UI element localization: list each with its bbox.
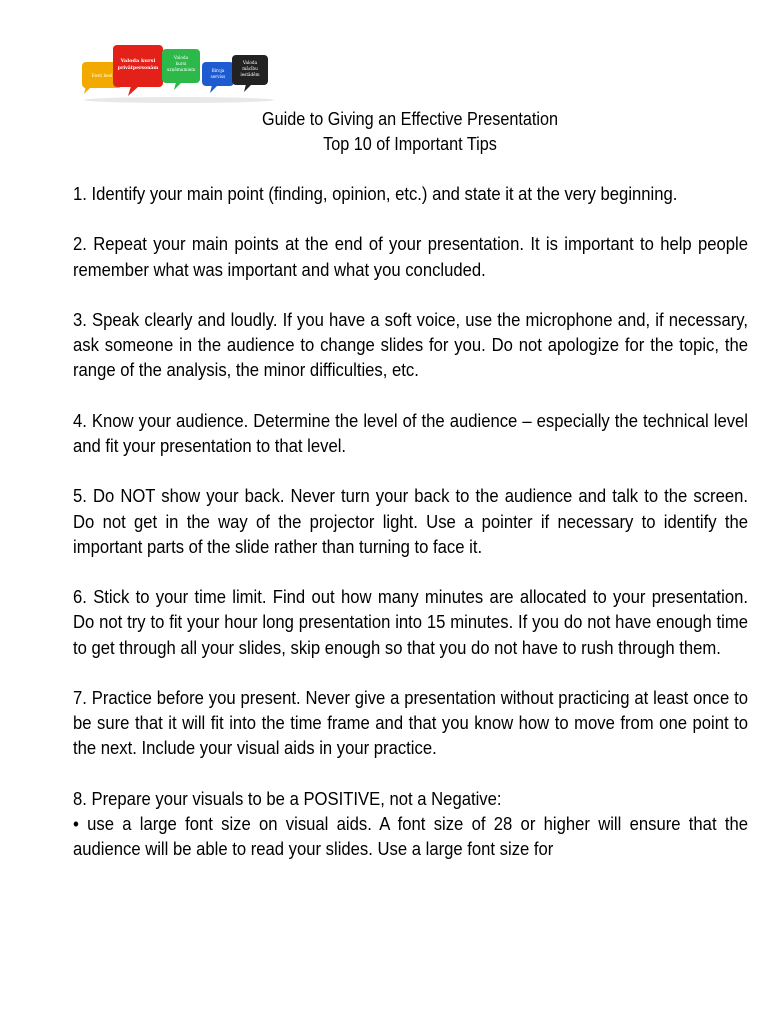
- svg-text:iestādēm: iestādēm: [240, 72, 260, 77]
- tip-1: [73, 181, 748, 206]
- title-line-2: Top 10 of Important Tips: [323, 134, 497, 154]
- svg-text:Valoda: Valoda: [173, 55, 189, 60]
- logo-bubble-2: [113, 45, 163, 96]
- svg-text:Valoda: Valoda: [242, 60, 258, 65]
- logo: [76, 40, 282, 106]
- tip-2: [73, 231, 748, 281]
- logo-bubble-3: [162, 49, 200, 90]
- svg-text:Biroja: Biroja: [211, 68, 225, 73]
- svg-text:mācību: mācību: [242, 66, 258, 71]
- tip-8-bullet: • use a large font size on visual aids. A font size of 28 or higher will ensure that the audience will be able to read your slides. Use a large font size for: [73, 812, 748, 860]
- tip-3-text: 3. Speak clearly and loudly. If you have a soft voice, use the microphone and, if necessary, ask someone in the audience to change slides for you. Do not apologize for the topic, the range of the analysis, the minor difficulties, etc.: [73, 308, 748, 381]
- tip-8: [73, 786, 748, 862]
- logo-shadow: [84, 97, 274, 103]
- logo-bubble-1-text: Eesti keel: [91, 73, 113, 78]
- tip-4-text: 4. Know your audience. Determine the level of the audience – especially the technical level and fit your presentation to that level.: [73, 409, 748, 456]
- tip-8-heading: 8. Prepare your visuals to be a POSITIVE, not a Negative:: [73, 787, 502, 809]
- tip-6-text: 6. Stick to your time limit. Find out how many minutes are allocated to your presentation. Do not try to fit your hour long presentation into 15 minutes. If you do not have enough time to get through all your slides, skip enough so that you do not have to rush through them.: [73, 586, 748, 658]
- tip-6: [73, 584, 748, 660]
- svg-text:Valoda kursi: Valoda kursi: [120, 58, 156, 64]
- tip-7-text: 7. Practice before you present. Never give a presentation without practicing at least once to be sure that it will fit into the time frame and that you know how to move from one point to the next. Include your visual aids in your practice.: [73, 686, 748, 759]
- tip-7: [73, 685, 748, 761]
- logo-bubble-5: [232, 55, 268, 92]
- tip-5: [73, 483, 748, 559]
- tip-2-text: 2. Repeat your main points at the end of your presentation. It is important to help people remember what was important and what you concluded.: [73, 233, 748, 280]
- tip-4: [73, 408, 748, 458]
- svg-text:privātpersonām: privātpersonām: [117, 66, 159, 71]
- logo-bubble-4: [202, 62, 234, 93]
- tip-1-text: 1. Identify your main point (finding, opinion, etc.) and state it at the very beginning.: [73, 183, 678, 204]
- tip-3: [73, 307, 748, 383]
- tips-list: [73, 181, 748, 861]
- tip-5-text: 5. Do NOT show your back. Never turn your back to the audience and talk to the screen. Do not get in the way of the projector light. Use a pointer if necessary to identify the important parts of the slide rather than turning to face it.: [73, 485, 748, 557]
- svg-text:serviss: serviss: [210, 74, 226, 79]
- document-title: [95, 107, 725, 157]
- title-line-1: Guide to Giving an Effective Presentation: [262, 109, 558, 129]
- svg-text:uzņēmumiem: uzņēmumiem: [166, 67, 196, 72]
- svg-text:kursi: kursi: [175, 61, 187, 66]
